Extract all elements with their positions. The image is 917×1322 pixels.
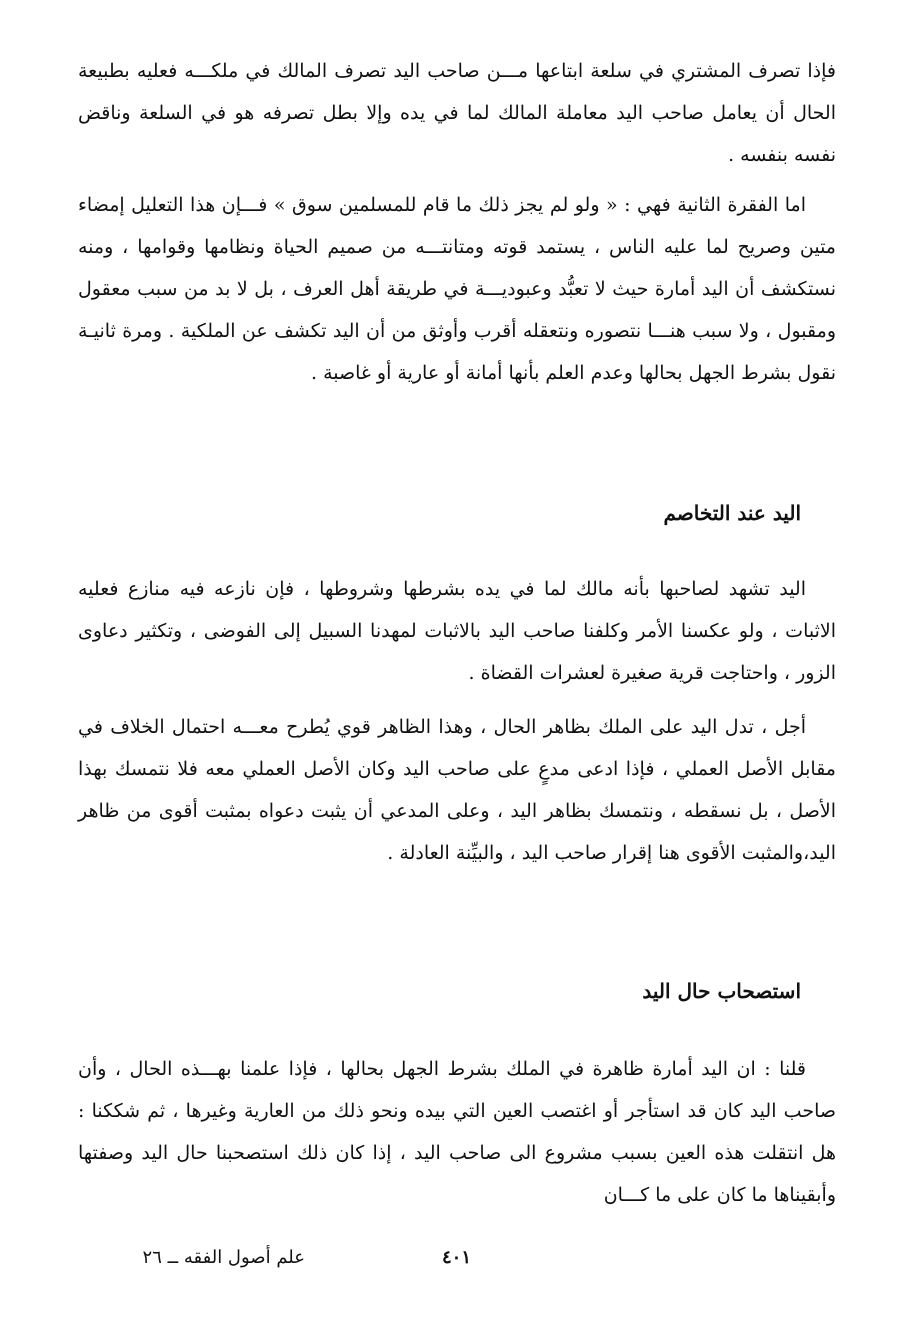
running-book-title: علم أصول الفقه ــ ٢٦	[142, 1247, 305, 1268]
paragraph-second-clause: اما الفقرة الثانية فهي : « ولو لم يجز ذلك ما قام للمسلمين سوق » فـــإن هذا التعليل إمضاء متين وصريح لما عليه الناس ، يستمد قوته ومتانتـــه من صميم الحياة ونظامها وقوامها ، ومنه نستكشف أن اليد أمارة حيث لا تعبُّد وعبوديـــة في طريقة أهل العرف ، بل لا بد من سبب معقول ومقبول ، ولا سبب هنـــا نتصوره ونتعقله أقرب وأوثق من أن اليد تكشف عن الملكية . ومرة ثانيـة نقول بشرط الجهل بحالها وعدم العلم بأنها أمانة أو عارية أو غاصبة .	[78, 194, 836, 384]
paragraph-possession-testifies: اليد تشهد لصاحبها بأنه مالك لما في يده بشرطها وشروطها ، فإن نازعه فيه منازع فعليه الاثبات ، ولو عكسنا الأمر وكلفنا صاحب اليد بالاثبات لمهدنا السبيل إلى الفوضى ، وتكثير دعاوى الزور ، واحتاجت قرية صغيرة لعشرات القضاة .	[78, 578, 836, 684]
page-footer	[0, 1240, 917, 1280]
section-heading-presumption-of-possession: استصحاب حال اليد	[642, 979, 801, 1003]
paragraph-apparent-state: أجل ، تدل اليد على الملك بظاهر الحال ، وهذا الظاهر قوي يُطرح معـــه احتمال الخلاف في مقابل الأصل العملي ، فإذا ادعى مدعٍ على صاحب اليد وكان الأصل العملي معه فلا نتمسك بهذا الأصل ، بل نسقطه ، ونتمسك بظاهر اليد ، وعلى المدعي أن يثبت دعواه بمثبت أقوى من ظاهر اليد،والمثبت الأقوى هنا إقرار صاحب اليد ، والبيِّنة العادلة .	[78, 716, 836, 864]
paragraph-purchaser-conduct: فإذا تصرف المشتري في سلعة ابتاعها مـــن صاحب اليد تصرف المالك في ملكـــه فعليه بطبيعة الحال أن يعامل صاحب اليد معاملة المالك لما في يده وإلا بطل تصرفه هو في السلعة وناقض نفسه بنفسه .	[78, 60, 836, 166]
paragraph-we-said: قلنا : ان اليد أمارة ظاهرة في الملك بشرط الجهل بحالها ، فإذا علمنا بهـــذه الحال ، وأن صاحب اليد كان قد استأجر أو اغتصب العين التي بيده ونحو ذلك من العارية وغيرها ، ثم شككنا : هل انتقلت هذه العين بسبب مشروع الى صاحب اليد ، إذا كان ذلك استصحبنا حال اليد وصفتها وأبقيناها ما كان على ما كـــان	[78, 1058, 836, 1206]
page-number: ٤٠١	[442, 1247, 472, 1268]
section-heading-possession-in-dispute: اليد عند التخاصم	[663, 501, 801, 525]
